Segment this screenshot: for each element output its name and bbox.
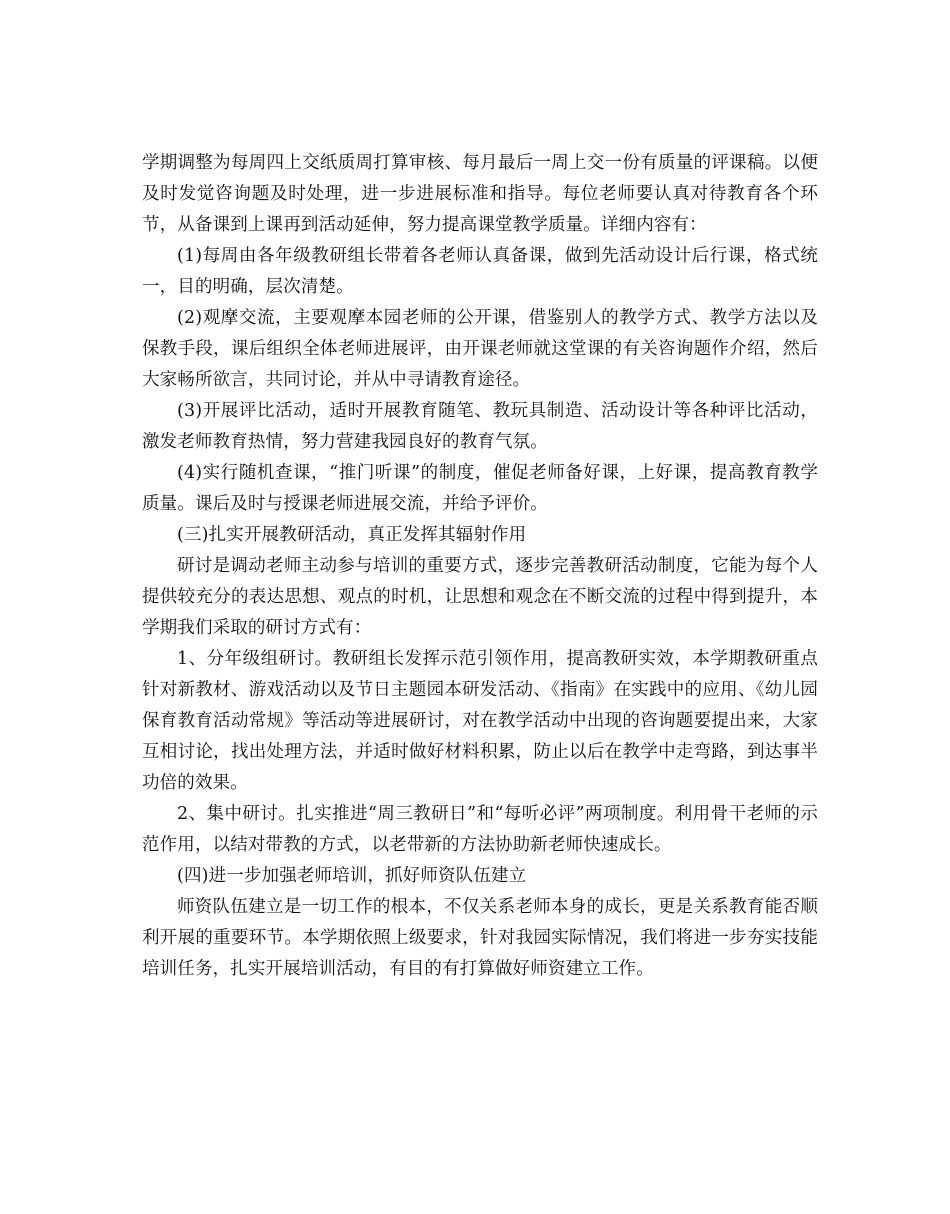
section-heading-3: (三)扎实开展教研活动，真正发挥其辐射作用 <box>177 525 527 545</box>
section-heading-4: (四)进一步加强老师培训，抓好师资队伍建立 <box>177 866 527 886</box>
document-body <box>142 148 818 985</box>
paragraph-item-2: (2)观摩交流，主要观摩本园老师的公开课，借鉴别人的教学方式、教学方法以及保教手段，课后组织全体老师进展评，由开课老师就这堂课的有关咨询题作介绍，然后大家畅所欲言，共同讨论，并从中寻请教育途径。 <box>142 308 818 390</box>
paragraph-teacher-training: 师资队伍建立是一切工作的根本，不仅关系老师本身的成长，更是关系教育能否顺利开展的重要环节。本学期依照上级要求，针对我园实际情况，我们将进一步夯实技能培训任务，扎实开展培训活动，有目的有打算做好师资建立工作。 <box>142 897 818 979</box>
paragraph-research-intro: 研讨是调动老师主动参与培训的重要方式，逐步完善教研活动制度，它能为每个人提供较充分的表达思想、观点的时机，让思想和观念在不断交流的过程中得到提升，本学期我们采取的研讨方式有： <box>142 556 818 638</box>
paragraph-item-4: (4)实行随机查课，“推门听课”的制度，催促老师备好课，上好课，提高教育教学质量。课后及时与授课老师进展交流，并给予评价。 <box>142 463 818 514</box>
paragraph-central-research: 2、集中研讨。扎实推进“周三教研日”和“每听必评”两项制度。利用骨干老师的示范作用，以结对带教的方式，以老带新的方法协助新老师快速成长。 <box>142 804 818 855</box>
paragraph-item-3: (3)开展评比活动，适时开展教育随笔、教玩具制造、活动设计等各种评比活动，激发老师教育热情，努力营建我园良好的教育气氛。 <box>142 401 818 452</box>
paragraph-grade-research: 1、分年级组研讨。教研组长发挥示范引领作用，提高教研实效，本学期教研重点针对新教材、游戏活动以及节日主题园本研发活动、《指南》在实践中的应用、《幼儿园保育教育活动常规》等活动等进展研讨，对在教学活动中出现的咨询题要提出来，大家互相讨论，找出处理方法，并适时做好材料积累，防止以后在教学中走弯路，到达事半功倍的效果。 <box>142 649 818 793</box>
paragraph-item-1: (1)每周由各年级教研组长带着各老师认真备课，做到先活动设计后行课，格式统一，目的明确，层次清楚。 <box>142 246 818 297</box>
paragraph-intro: 学期调整为每周四上交纸质周打算审核、每月最后一周上交一份有质量的评课稿。以便及时发觉咨询题及时处理，进一步进展标准和指导。每位老师要认真对待教育各个环节，从备课到上课再到活动延伸，努力提高课堂教学质量。详细内容有： <box>142 153 818 235</box>
